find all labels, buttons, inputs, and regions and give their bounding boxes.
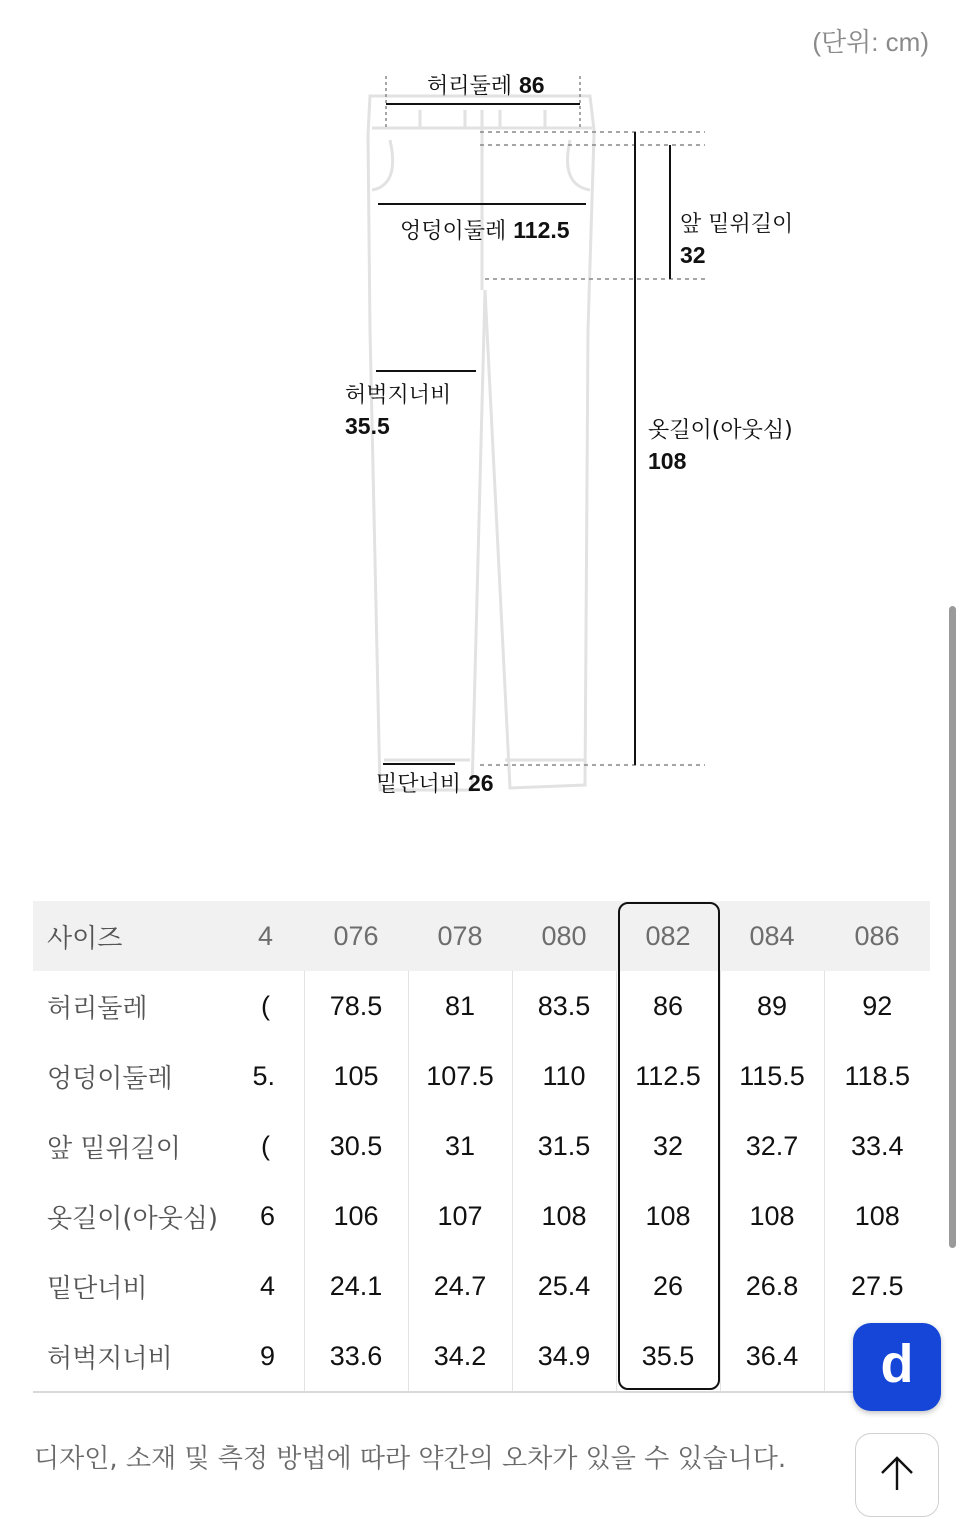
table-cell: 27.5 xyxy=(824,1251,930,1321)
table-cell: 26 xyxy=(616,1251,720,1321)
table-cell-text: ) xyxy=(261,1130,270,1161)
table-cell: 26.8 xyxy=(720,1251,824,1321)
scrollbar[interactable] xyxy=(949,606,956,1248)
table-cell: 110 xyxy=(512,1041,616,1111)
arrow-up-icon xyxy=(877,1454,917,1494)
table-cell: 78.5 xyxy=(304,971,408,1041)
table-cell: 25.4 xyxy=(512,1251,616,1321)
table-cell: 24.7 xyxy=(408,1251,512,1321)
app-logo-icon: d xyxy=(880,1334,914,1394)
table-cell-text: .5 xyxy=(252,1060,275,1091)
table-cell: 106 xyxy=(304,1181,408,1251)
thigh-label: 허벅지너비 35.5 xyxy=(345,383,452,439)
table-cell-text: ) xyxy=(261,990,270,1021)
size-column-header[interactable]: 4 xyxy=(257,920,273,951)
app-shortcut-button[interactable] xyxy=(853,1323,941,1411)
pants-outline xyxy=(368,96,594,790)
table-cell: 35.5 xyxy=(616,1321,720,1392)
outseam-label: 옷길이(아웃심) 108 xyxy=(648,418,793,474)
table-cell: 108 xyxy=(824,1181,930,1251)
table-cell: 32 xyxy=(616,1111,720,1181)
table-cell: 105 xyxy=(304,1041,408,1111)
size-column-header[interactable]: 076 xyxy=(333,920,379,951)
table-cell: 30.5 xyxy=(304,1111,408,1181)
table-cell: 34.9 xyxy=(512,1321,616,1392)
row-label: 허리둘레 xyxy=(47,993,148,1024)
size-column-header[interactable]: 086 xyxy=(854,920,900,951)
table-cell xyxy=(252,1041,304,1111)
measurement-note: 디자인, 소재 및 측정 방법에 따라 약간의 오차가 있을 수 있습니다. xyxy=(34,1444,787,1474)
table-row xyxy=(33,1321,930,1392)
table-cell: 32.7 xyxy=(720,1111,824,1181)
size-header-label: 사이즈 xyxy=(47,923,123,954)
table-cell: 33.4 xyxy=(824,1111,930,1181)
scroll-to-top-button[interactable] xyxy=(855,1433,939,1517)
table-cell xyxy=(261,1181,304,1251)
table-cell xyxy=(261,971,304,1041)
table-cell xyxy=(261,1321,304,1392)
table-cell: 33.6 xyxy=(304,1321,408,1392)
front-rise-label: 앞 밑위길이 32 xyxy=(680,212,794,268)
row-label: 엉덩이둘레 xyxy=(47,1063,173,1094)
table-cell: 115.5 xyxy=(720,1041,824,1111)
table-cell: 31 xyxy=(408,1111,512,1181)
unit-label: (단위: cm) xyxy=(812,27,929,57)
table-cell: 108 xyxy=(512,1181,616,1251)
table-cell: 108 xyxy=(720,1181,824,1251)
table-cell: 34.2 xyxy=(408,1321,512,1392)
size-column-header[interactable]: 078 xyxy=(437,920,483,951)
row-label: 허벅지너비 xyxy=(33,1321,261,1392)
hem-label: 밑단너비 26 xyxy=(376,770,494,797)
size-column-header[interactable]: 084 xyxy=(749,920,795,951)
table-cell: 118.5 xyxy=(824,1041,930,1111)
table-row xyxy=(33,1111,930,1181)
table-cell: 31.5 xyxy=(512,1111,616,1181)
table-cell: 112.5 xyxy=(616,1041,720,1111)
table-cell-text: 4 xyxy=(259,1270,275,1301)
size-header-row xyxy=(33,901,930,971)
table-cell-text: 6 xyxy=(259,1200,275,1231)
table-row xyxy=(33,971,930,1041)
row-label: 옷길이(아웃심) xyxy=(47,1203,218,1234)
table-cell: 36.4 xyxy=(720,1321,824,1392)
row-label: 앞 밑위길이 xyxy=(47,1133,181,1164)
size-table xyxy=(33,901,930,1393)
table-cell: 92 xyxy=(824,971,930,1041)
row-label: 밑단너비 xyxy=(47,1273,148,1304)
waist-label: 허리둘레 86 xyxy=(427,72,545,99)
table-row xyxy=(33,1181,930,1251)
table-cell xyxy=(261,1111,304,1181)
table-cell: 81 xyxy=(408,971,512,1041)
table-cell: 89 xyxy=(720,971,824,1041)
size-column-header[interactable]: 080 xyxy=(541,920,587,951)
size-column-header-selected[interactable]: 082 xyxy=(645,920,691,951)
table-cell-text: 9 xyxy=(259,1340,275,1371)
table-cell xyxy=(261,1251,304,1321)
table-cell: 86 xyxy=(616,971,720,1041)
table-row xyxy=(33,1251,930,1321)
table-cell: 108 xyxy=(616,1181,720,1251)
table-cell: 107.5 xyxy=(408,1041,512,1111)
table-cell: 107 xyxy=(408,1181,512,1251)
table-row xyxy=(33,1041,930,1111)
table-cell: 83.5 xyxy=(512,971,616,1041)
table-cell: 24.1 xyxy=(304,1251,408,1321)
hip-label: 엉덩이둘레 112.5 xyxy=(400,217,570,244)
